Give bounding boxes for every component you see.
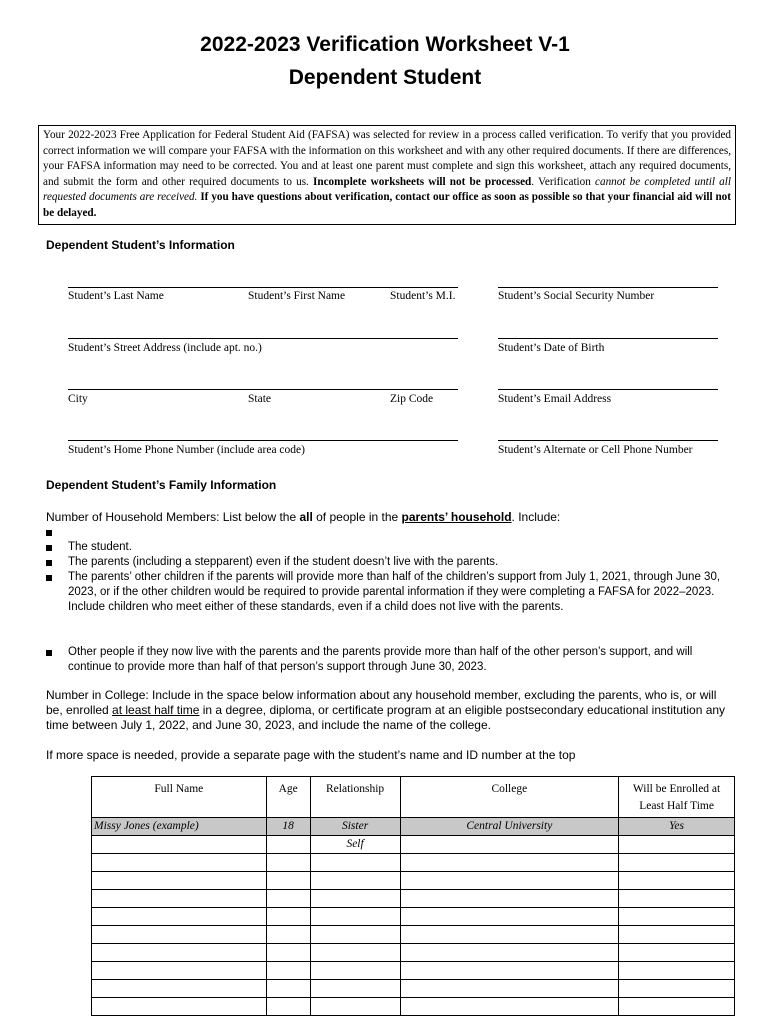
table-row (92, 854, 735, 872)
table-cell[interactable] (92, 836, 267, 854)
table-cell[interactable] (92, 998, 267, 1016)
table-cell[interactable] (619, 980, 735, 998)
table-cell[interactable] (92, 908, 267, 926)
cell-phone-field-line[interactable] (498, 440, 718, 441)
table-cell[interactable] (266, 908, 310, 926)
zip-label: Zip Code (390, 393, 434, 405)
table-cell[interactable] (310, 854, 400, 872)
bullet-text: Other people if they now live with the parents and the parents provide more than half of the other person’s support, and will continue to provide more than half of that person’s support through June 30, 2023. (68, 646, 693, 673)
table-cell: Yes (619, 818, 735, 836)
table-cell[interactable] (619, 890, 735, 908)
college-text-c: in a degree, diploma, or certificate program at an eligible postsecondary educational institution any time between July 1, 2022, and June 30, 2023, and include the name of the college. (46, 703, 726, 732)
table-row (92, 926, 735, 944)
email-label: Student’s Email Address (498, 393, 612, 405)
table-cell[interactable] (310, 998, 400, 1016)
bullet-marker (46, 560, 52, 566)
bullet-text: The parents’ other children if the parents will provide more than half of the children’s support from July 1, 2021, through June 30, 2023, or if the other children would be required to provide parental information if they were completing a FAFSA for 2022–2023. Include children who meet either of these standards, even if a child does not live with the parents. (68, 571, 721, 613)
table-cell[interactable] (400, 926, 619, 944)
table-row (92, 998, 735, 1016)
table-cell[interactable] (92, 854, 267, 872)
notice-text: Your 2022-2023 Free Application for Federal Student Aid (FAFSA) was selected for review in a process called verification. To verify that you provided correct information we will compare your FAFSA with the information on this worksheet and with any other required documents. If there are differences, your FAFSA information may need to be corrected. You and at least one parent must complete and sign this worksheet, attach any required documents, and submit the form and other required documents to us. (43, 129, 731, 188)
table-cell[interactable] (266, 926, 310, 944)
table-cell[interactable] (400, 872, 619, 890)
table-cell[interactable] (310, 962, 400, 980)
first-name-label: Student’s First Name (248, 290, 346, 302)
table-cell[interactable] (266, 836, 310, 854)
table-cell[interactable] (92, 872, 267, 890)
bullet-empty (46, 525, 736, 540)
household-text-e: . Include: (511, 510, 561, 524)
table-row (92, 944, 735, 962)
student-info-heading: Dependent Student’s Information (46, 238, 235, 252)
bullet-item (46, 555, 736, 570)
street-label: Student’s Street Address (include apt. no.) (68, 342, 262, 354)
mi-label: Student’s M.I. (390, 290, 456, 302)
table-cell[interactable] (310, 890, 400, 908)
college-text-a: Number in College: Include in the space below information about any household member, excluding the parents, who is, or will be, enrolled (46, 688, 717, 717)
parents-household: parents’ household (401, 510, 512, 524)
last-name-label: Student’s Last Name (68, 290, 164, 302)
table-cell[interactable] (310, 908, 400, 926)
household-table (91, 776, 735, 1016)
table-row (92, 962, 735, 980)
table-cell[interactable] (619, 998, 735, 1016)
example-row (92, 818, 735, 836)
table-cell[interactable] (400, 908, 619, 926)
dob-field-line[interactable] (498, 338, 718, 339)
table-cell[interactable] (266, 980, 310, 998)
table-cell[interactable] (400, 962, 619, 980)
bullet-marker (46, 575, 52, 581)
table-cell[interactable] (266, 872, 310, 890)
street-field-line[interactable] (68, 338, 458, 339)
table-cell[interactable] (619, 962, 735, 980)
bullet-item (46, 645, 736, 675)
cell-phone-label: Student’s Alternate or Cell Phone Number (498, 444, 693, 456)
table-cell[interactable] (619, 836, 735, 854)
dob-label: Student’s Date of Birth (498, 342, 605, 354)
table-cell[interactable] (400, 980, 619, 998)
table-cell: Central University (400, 818, 619, 836)
self-row (92, 836, 735, 854)
table-cell[interactable] (619, 944, 735, 962)
table-row (92, 980, 735, 998)
table-cell[interactable] (400, 890, 619, 908)
ssn-field-line[interactable] (498, 287, 718, 288)
table-cell[interactable] (619, 854, 735, 872)
page-subtitle: Dependent Student (288, 66, 482, 89)
table-cell: Self (310, 836, 400, 854)
table-cell[interactable] (266, 890, 310, 908)
verification-notice (38, 125, 736, 225)
col-relationship: Relationship (310, 777, 400, 818)
household-all: all (299, 510, 313, 524)
bullet-item (46, 540, 736, 555)
table-cell[interactable] (400, 854, 619, 872)
email-field-line[interactable] (498, 389, 718, 390)
household-text-a: Number of Household Members: List below the (46, 510, 300, 524)
col-enrolled: Will be Enrolled at Least Half Time (619, 777, 735, 818)
table-cell[interactable] (310, 926, 400, 944)
college-instructions (46, 688, 736, 733)
table-cell[interactable] (92, 926, 267, 944)
page-title: 2022-2023 Verification Worksheet V-1 (200, 33, 570, 56)
state-label: State (248, 393, 271, 405)
ssn-label: Student’s Social Security Number (498, 290, 655, 302)
table-cell[interactable] (619, 908, 735, 926)
table-cell[interactable] (310, 980, 400, 998)
table-cell[interactable] (266, 962, 310, 980)
table-cell[interactable] (92, 944, 267, 962)
notice-bold-2: If you have questions about verification, contact our office as soon as possible so that your financial aid will not be delayed. (43, 191, 732, 219)
city-label: City (68, 393, 88, 405)
city-field-line[interactable] (68, 389, 458, 390)
table-cell[interactable] (400, 836, 619, 854)
half-time-text: at least half time (112, 703, 200, 717)
table-cell: Missy Jones (example) (92, 818, 267, 836)
table-cell[interactable] (619, 872, 735, 890)
table-cell[interactable] (619, 926, 735, 944)
notice-bold-1: Incomplete worksheets will not be processed (313, 175, 532, 188)
bullet-item (46, 570, 736, 630)
table-cell[interactable] (92, 962, 267, 980)
home-phone-label: Student’s Home Phone Number (include area code) (68, 444, 305, 456)
table-cell[interactable] (92, 890, 267, 908)
table-cell: Sister (310, 818, 400, 836)
table-cell[interactable] (266, 944, 310, 962)
table-header-row (92, 777, 735, 818)
notice-italic: cannot be completed until all requested documents are received. (43, 175, 731, 204)
home-phone-field-line[interactable] (68, 440, 458, 441)
table-cell: 18 (266, 818, 310, 836)
more-space-note: If more space is needed, provide a separate page with the student’s name and ID number at the top (46, 748, 576, 762)
bullet-marker (46, 545, 52, 551)
table-cell[interactable] (266, 854, 310, 872)
table-row (92, 890, 735, 908)
household-text-c: of people in the (312, 510, 402, 524)
bullet-text: The parents (including a stepparent) even if the student doesn’t live with the parents. (68, 556, 499, 568)
table-row (92, 908, 735, 926)
table-row (92, 872, 735, 890)
col-college: College (400, 777, 619, 818)
bullet-marker (46, 530, 52, 536)
notice-text-2: . Verification (531, 175, 596, 188)
bullet-text: The student. (68, 541, 132, 553)
table-cell[interactable] (400, 944, 619, 962)
household-intro (46, 510, 736, 525)
table-cell[interactable] (400, 998, 619, 1016)
col-age: Age (266, 777, 310, 818)
col-full-name: Full Name (92, 777, 267, 818)
family-info-heading: Dependent Student’s Family Information (46, 478, 277, 492)
table-cell[interactable] (266, 998, 310, 1016)
name-field-line[interactable] (68, 287, 458, 288)
bullet-marker (46, 650, 52, 656)
table-cell[interactable] (92, 980, 267, 998)
table-cell[interactable] (310, 944, 400, 962)
table-cell[interactable] (310, 872, 400, 890)
